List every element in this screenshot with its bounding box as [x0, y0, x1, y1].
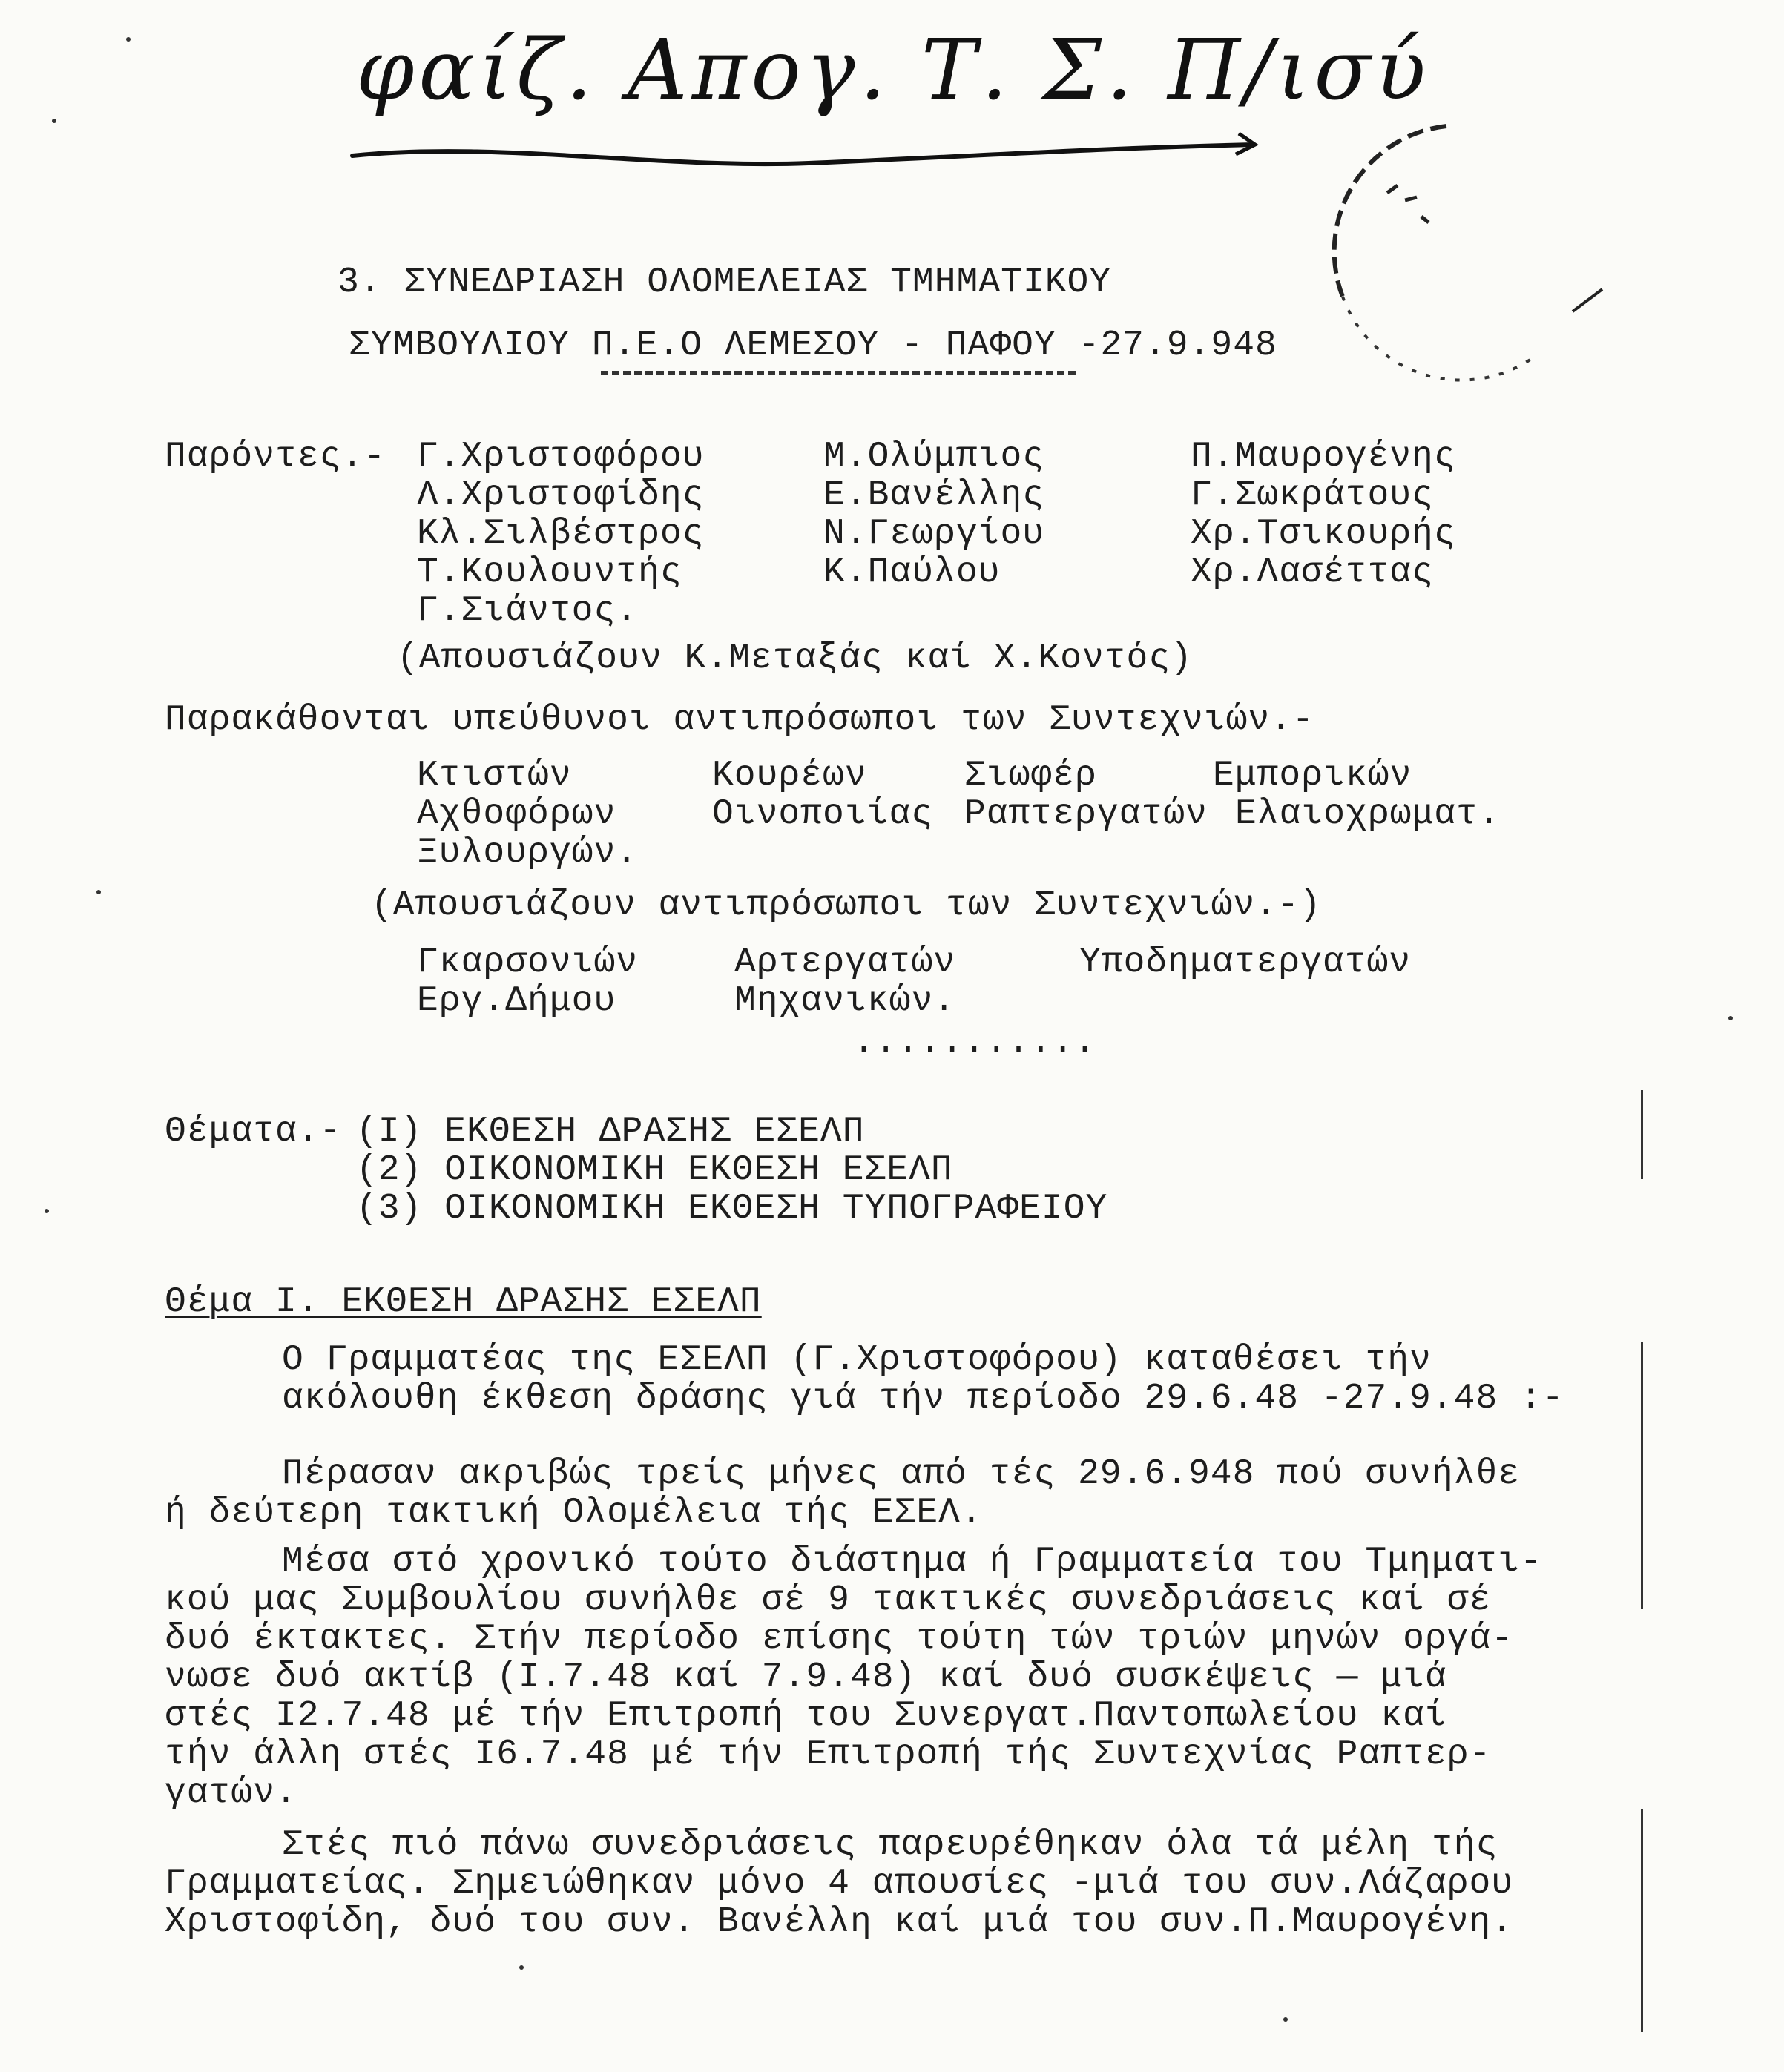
- present-member: Χρ.Λασέττας: [1191, 552, 1434, 593]
- agenda-item: (3) ΟΙΚΟΝΟΜΙΚΗ ΕΚΘΕΣΗ ΤΥΠΟΓΡΑΦΕΙΟΥ: [356, 1189, 1108, 1229]
- paragraph-line: γατών.: [165, 1773, 297, 1813]
- paragraph-line: Πέρασαν ακριβώς τρείς μήνες από τές 29.6.948 πού συνήλθε: [282, 1454, 1521, 1494]
- present-member: Ε.Βανέλλης: [823, 475, 1045, 515]
- scan-speck: [45, 1209, 49, 1213]
- union-present: Σιωφέρ: [964, 756, 1097, 796]
- union-present: Ελαιοχρωματ.: [1235, 794, 1501, 834]
- scan-speck: [1283, 2017, 1288, 2022]
- union-absent: Γκαρσονιών: [417, 943, 639, 983]
- present-member: Λ.Χριστοφίδης: [417, 475, 705, 515]
- present-member: Π.Μαυρογένης: [1191, 437, 1456, 477]
- paragraph-line: νωσε δυό ακτίβ (Ι.7.48 καί 7.9.48) καί δυό συσκέψεις — μιά: [165, 1657, 1447, 1697]
- union-absent: Εργ.Δήμου: [417, 981, 616, 1021]
- topic-title: Θέμα Ι. ΕΚΘΕΣΗ ΔΡΑΣΗΣ ΕΣΕΛΠ: [165, 1282, 762, 1322]
- paragraph-line: Γραμματείας. Σημειώθηκαν μόνο 4 απουσίες -μιά του συν.Λάζαρου: [165, 1864, 1514, 1904]
- paragraph-line: τήν άλλη στές Ι6.7.48 μέ τήν Επιτροπή τής Συντεχνίας Ραπτερ-: [165, 1735, 1492, 1775]
- present-member: Ν.Γεωργίου: [823, 514, 1045, 554]
- present-member: Κ.Παύλου: [823, 552, 1001, 593]
- agenda-label: Θέματα.-: [165, 1112, 342, 1152]
- heading-line-1: 3. ΣΥΝΕΔΡΙΑΣΗ ΟΛΟΜΕΛΕΙΑΣ ΤΜΗΜΑΤΙΚΟΥ: [338, 263, 1112, 303]
- section-ellipsis: ...........: [853, 1023, 1096, 1063]
- union-present: Αχθοφόρων: [417, 794, 616, 834]
- handwritten-note: φαίζ. Απογ. Τ. Σ. Π/ισύ: [356, 22, 1431, 119]
- present-member: Τ.Κουλουντής: [417, 552, 682, 593]
- topic-intro-line: Ο Γραμματέας της ΕΣΕΛΠ (Γ.Χριστοφόρου) καταθέσει τήν: [282, 1340, 1432, 1380]
- present-label: Παρόντες.-: [165, 437, 386, 477]
- scan-speck: [96, 890, 101, 894]
- union-present: Εμπορικών: [1213, 756, 1412, 796]
- handwritten-underline: [349, 111, 1261, 178]
- margin-line: [1641, 1342, 1643, 1609]
- stamp-mark: [1298, 111, 1610, 408]
- paragraph-line: Μέσα στό χρονικό τούτο διάστημα ή Γραμματεία του Τμηματι-: [282, 1542, 1542, 1582]
- union-absent: Μηχανικών.: [734, 981, 956, 1021]
- paragraph-line: στές Ι2.7.48 μέ τήν Επιτροπή του Συνεργατ.Παντοπωλείου καί: [165, 1696, 1447, 1736]
- agenda-item: (2) ΟΙΚΟΝΟΜΙΚΗ ΕΚΘΕΣΗ ΕΣΕΛΠ: [356, 1150, 953, 1190]
- union-present: Ραπτεργατών: [964, 794, 1208, 834]
- present-member: Γ.Σιάντος.: [417, 591, 639, 631]
- present-member: Χρ.Τσικουρής: [1191, 514, 1456, 554]
- attending-intro: Παρακάθονται υπεύθυνοι αντιπρόσωποι των Συντεχνιών.-: [165, 700, 1314, 740]
- union-present: Οινοποιίας: [712, 794, 934, 834]
- absent-members: (Απουσιάζουν Κ.Μεταξάς καί Χ.Κοντός): [397, 639, 1193, 679]
- union-absent: Υποδηματεργατών: [1079, 943, 1412, 983]
- absent-unions-intro: (Απουσιάζουν αντιπρόσωποι των Συντεχνιών.-): [371, 885, 1322, 926]
- margin-line: [1641, 1809, 1643, 2032]
- paragraph-line: κού μας Συμβουλίου συνήλθε σέ 9 τακτικές συνεδριάσεις καί σέ: [165, 1580, 1492, 1620]
- present-member: Κλ.Σιλβέστρος: [417, 514, 705, 554]
- margin-line: [1641, 1090, 1643, 1179]
- agenda-item: (Ι) ΕΚΘΕΣΗ ΔΡΑΣΗΣ ΕΣΕΛΠ: [356, 1112, 865, 1152]
- paragraph-line: Στές πιό πάνω συνεδριάσεις παρευρέθηκαν όλα τά μέλη τής: [282, 1825, 1498, 1865]
- heading-line-2: ΣΥΜΒΟΥΛΙΟΥ Π.Ε.Ο ΛΕΜΕΣΟΥ - ΠΑΦΟΥ -27.9.948: [349, 326, 1277, 366]
- paragraph-line: ή δεύτερη τακτική Ολομέλεια τής ΕΣΕΛ.: [165, 1493, 983, 1533]
- union-present: Κουρέων: [712, 756, 867, 796]
- scan-speck: [1728, 1016, 1733, 1020]
- topic-intro-line: ακόλουθη έκθεση δράσης γιά τήν περίοδο 29.6.48 -27.9.48 :-: [282, 1379, 1564, 1419]
- union-present: Κτιστών: [417, 756, 572, 796]
- union-present: Ξυλουργών.: [417, 833, 639, 873]
- heading-rule: [601, 371, 1076, 375]
- paragraph-line: δυό έκτακτες. Στήν περίοδο επίσης τούτη τών τριών μηνών οργά-: [165, 1619, 1514, 1659]
- paragraph-line: Χριστοφίδη, δυό του συν. Βανέλλη καί μιά του συν.Π.Μαυρογένη.: [165, 1902, 1514, 1942]
- union-absent: Αρτεργατών: [734, 943, 956, 983]
- present-member: Μ.Ολύμπιος: [823, 437, 1045, 477]
- scan-speck: [52, 119, 56, 123]
- scan-speck: [519, 1965, 524, 1970]
- present-member: Γ.Σωκράτους: [1191, 475, 1434, 515]
- present-member: Γ.Χριστοφόρου: [417, 437, 705, 477]
- scan-speck: [126, 37, 131, 42]
